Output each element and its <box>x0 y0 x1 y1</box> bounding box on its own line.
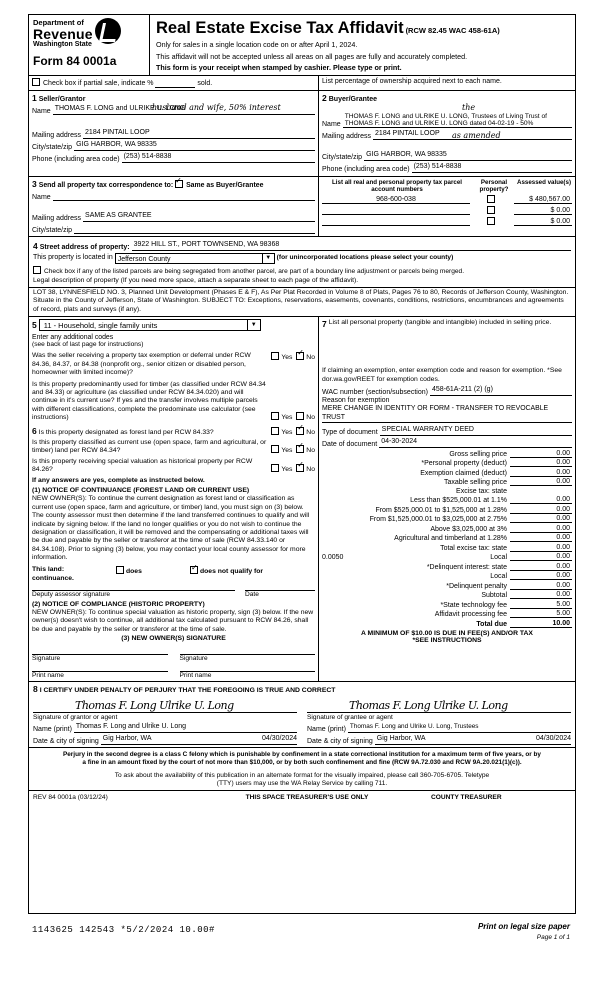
q2-no-label: No <box>306 414 315 422</box>
grantor-signature-handwriting: Thomas F. Long Ulrike U. Long <box>75 698 234 712</box>
s6q3-yes-label: Yes <box>281 466 293 474</box>
accessibility-notice <box>29 770 575 791</box>
continuance-body: NEW OWNER(S): To continue the current designation as forest land or classification as current use (open space, farm and agriculture, or timber) land, you must sign on (3) below. The county assessor must then determine if the land transferred continues to qualify and will indicate by signing below. If the land no longer qualifies or you do not wish to continue the designation or classification, it will be removed and the compensating or additional taxes will be due and payable by the seller or transferor at the time of sale (RCW 84.33.140 or 84.34.108). Prior to signing (3) below, you may contact your local county assessor for more information. <box>32 495 310 562</box>
parcel-assessed-value[interactable]: $ 0.00 <box>514 218 572 226</box>
local-value[interactable]: 0.00 <box>510 553 572 561</box>
street-address-value[interactable]: 3922 HILL ST., PORT TOWNSEND, WA 98368 <box>132 241 571 251</box>
legal-description-label: Legal description of property (If you need more space, attach a separate sheet to each page of the affidavit). <box>33 276 359 284</box>
seller-number: 1 <box>32 92 37 103</box>
chevron-down-icon[interactable]: ▼ <box>247 320 260 330</box>
parcel-header-main: List all real and personal property tax parcel account numbers <box>332 178 462 193</box>
document-type-value[interactable]: SPECIAL WARRANTY DEED <box>380 426 572 436</box>
new-owner-printname-2[interactable]: Print name <box>180 671 316 679</box>
correspondence-section <box>29 177 319 236</box>
amount-label: *Personal property (deduct) <box>421 460 507 468</box>
personal-property-checkbox[interactable] <box>487 195 495 203</box>
amount-label: *Delinquent interest: state <box>426 563 507 571</box>
seller-name-handwriting: husband and wife, 50% interest <box>152 102 281 112</box>
amount-row <box>322 515 572 523</box>
title-rcw-ref: (RCW 82.45 WAC 458-61A) <box>405 26 500 35</box>
parcel-table <box>319 177 575 236</box>
perjury-line2: a fine in an amount fixed by the court of not more than $10,000, or by both such confinement and fine (RCW 9A.72.030 and RCW 9A.20.021(1)(c)). <box>82 758 522 766</box>
s6q2-yes-label: Yes <box>281 447 293 455</box>
grantor-signature-block <box>33 695 297 745</box>
amount-row <box>322 601 572 609</box>
deputy-assessor-signature-label[interactable]: Deputy assessor signature <box>32 590 235 598</box>
grantee-name-label: Name (print) <box>307 725 346 733</box>
treasurer-stamp: 1143625 142543 *5/2/2024 10.00# <box>32 925 215 935</box>
section8-number: 8 <box>33 683 38 694</box>
amount-value[interactable]: 5.00 <box>510 601 572 609</box>
new-owner-signature-title: (3) NEW OWNER(S) SIGNATURE <box>121 635 226 643</box>
print-note: Print on legal size paper <box>477 922 570 931</box>
chevron-down-icon[interactable]: ▼ <box>262 254 274 263</box>
parcel-header-assessed: Assessed value(s) <box>517 178 571 186</box>
parcel-number[interactable] <box>322 225 470 226</box>
grantor-name-label: Name (print) <box>33 725 72 733</box>
correspondence-name-value[interactable] <box>53 191 315 201</box>
document-date-label: Date of document <box>322 441 378 449</box>
seller-name-value[interactable]: THOMAS F. LONG and ULRIKE U. LONG <box>53 105 315 115</box>
compliance-title: (2) NOTICE OF COMPLIANCE (HISTORIC PROPERTY) <box>32 600 205 608</box>
county-select[interactable] <box>115 253 275 264</box>
amount-row <box>322 534 572 542</box>
q1-no-label: No <box>306 354 315 362</box>
buyer-number: 2 <box>322 92 327 103</box>
parcel-personal-cell <box>470 217 514 226</box>
perjury-notice <box>29 747 575 770</box>
exemption-question-answers <box>271 348 315 377</box>
s6q1-yes-label: Yes <box>281 428 293 436</box>
grantee-date-city[interactable]: Gig Harbor, WA <box>375 735 473 745</box>
does-qualify-checkbox[interactable] <box>116 566 124 574</box>
amount-row <box>322 525 572 533</box>
grantee-name-value[interactable]: Thomas F. Long and Ulrike U. Long, Trustees <box>348 723 571 733</box>
s6q3-no-checkbox[interactable]: ✓ <box>296 464 304 472</box>
amount-label: Local <box>490 573 507 581</box>
header-sub2: This affidavit will not be accepted unless all areas on all pages are fully and accurately completed. <box>156 51 468 61</box>
amount-value[interactable]: 0.00 <box>510 496 572 504</box>
parcel-assessed-value[interactable]: $ 480,567.00 <box>514 196 572 204</box>
q2-yes-label: Yes <box>281 414 293 422</box>
form-footer <box>29 790 575 804</box>
local-rate-value: 0.0050 <box>322 554 344 562</box>
located-in-label: This property is located in <box>33 253 113 261</box>
grantor-name-value[interactable]: Thomas F. Long and Ulrike U. Long <box>74 723 297 733</box>
parcel-personal-cell <box>470 206 514 215</box>
parcel-number[interactable] <box>322 214 470 215</box>
section7-block <box>319 317 575 680</box>
q1-yes-label: Yes <box>281 354 293 362</box>
land-use-code-value: 11 - Household, single family units <box>43 321 158 331</box>
amount-label: Less than $525,000.01 at 1.1% <box>410 497 507 505</box>
amount-value[interactable]: 0.00 <box>510 469 572 477</box>
s6q1-no-checkbox[interactable]: ✓ <box>296 427 304 435</box>
s6q3-no-label: No <box>306 466 315 474</box>
minimum-due-note: A MINIMUM OF $10.00 IS DUE IN FEE(S) AND/OR TAX <box>361 629 533 637</box>
department-line2: Revenue <box>33 26 93 42</box>
amount-row <box>322 544 572 552</box>
grantee-signature-handwriting: Thomas F. Long Ulrike U. Long <box>349 698 508 712</box>
buyer-name-handwriting-the: the <box>462 102 476 112</box>
amount-row <box>322 469 572 477</box>
amount-value[interactable]: 0.00 <box>510 544 572 552</box>
partial-sale-sold: sold. <box>197 79 213 87</box>
parcel-personal-cell <box>470 195 514 204</box>
forest-land-answers <box>271 422 315 437</box>
q2-no-checkbox[interactable] <box>296 412 304 420</box>
treasurer-space-label: THIS SPACE TREASURER'S USE ONLY <box>245 794 369 802</box>
historic-answers <box>271 460 315 474</box>
historic-question: Is this property receiving special valuation as historical property per RCW 84.26? <box>32 457 253 474</box>
current-use-answers <box>271 441 315 455</box>
certification-section <box>29 681 575 747</box>
form-number: Form 84 0001a <box>33 54 117 68</box>
land-use-code-select[interactable] <box>39 319 261 331</box>
buyer-title: Buyer/Grantee <box>328 95 377 103</box>
does-not-label: does not qualify for <box>200 567 264 575</box>
exemption-intro: If claiming an exemption, enter exemption code and reason for exemption. *See dor.wa.gov/REET for exemption codes. <box>322 367 562 383</box>
amount-value[interactable]: 5.00 <box>510 610 572 618</box>
legal-description-text[interactable]: LOT 38, LYNNESFIELD NO. 3, Planned Unit Development (Phases E & F), As Per Plat Recorded in Volume 8 of Plats, Pages 76 to 80, Records of Jefferson County, Washington. Situate in the County of Jefferson, State of Washington. SUBJECT TO: Exceptions, reservations, easements, covenants, conditions, restrictions, encumbrances and agreements of record, plats and surveys (if any). <box>33 288 569 313</box>
parcel-number[interactable]: 968-600-038 <box>322 196 470 204</box>
correspondence-row <box>29 177 575 237</box>
amount-label: *State technology fee <box>440 601 507 609</box>
table-row <box>322 217 572 226</box>
grantor-date-value[interactable]: 04/30/2024 <box>199 735 297 745</box>
q2-yes-checkbox[interactable] <box>271 412 279 420</box>
seller-section <box>29 91 319 176</box>
accessibility-line1: To ask about the availability of this publication in an alternate format for the visually impaired, please call 360-705-6705. Teletype <box>114 771 490 779</box>
reason-for-exemption-label: Reason for exemption <box>322 397 390 405</box>
correspondence-name-label: Name <box>32 193 51 201</box>
parcel-header-personal: Personal property? <box>479 178 509 193</box>
timber-question-answers <box>271 412 315 422</box>
amount-row <box>322 572 572 580</box>
buyer-phone-value[interactable]: (253) 514-8838 <box>412 163 572 173</box>
partial-sale-label: Check box if partial sale, indicate % <box>43 79 154 87</box>
does-label: does <box>126 567 142 575</box>
amount-value[interactable]: 0.00 <box>510 459 572 467</box>
grantee-signature-label: Signature of grantee or agent <box>307 713 393 721</box>
amount-row <box>322 582 572 590</box>
correspondence-title: Send all property tax correspondence to: <box>38 181 174 189</box>
total-due-value[interactable]: 10.00 <box>510 620 572 628</box>
document-type-label: Type of document <box>322 429 378 437</box>
buyer-mailing-label: Mailing address <box>322 132 372 140</box>
amount-label: Total excise tax: state <box>440 544 507 552</box>
personal-property-intro: List all personal property (tangible and intangible) included in selling price. <box>328 319 552 327</box>
page-number: Page 1 of 1 <box>536 934 570 941</box>
new-owner-signature-2[interactable]: Signature <box>180 654 316 662</box>
amount-value[interactable]: 0.00 <box>510 506 572 514</box>
s6q2-yes-checkbox[interactable] <box>271 445 279 453</box>
amount-row <box>322 450 572 458</box>
wac-number-value[interactable]: 458-61A-211 (2) (g) <box>430 386 572 396</box>
grantee-date-value[interactable]: 04/30/2024 <box>473 735 571 745</box>
buyer-name-value[interactable]: THOMAS F. LONG and ULRIKE U. LONG, Trustees of Living Trust of THOMAS F. LONG and ULRIKE U. LONG dated 04-02-19 - 50% <box>343 113 572 128</box>
seller-citystate-label: City/state/zip <box>32 143 73 151</box>
segregated-label: Check box if any of the listed parcels are being segregated from another parcel, are part of a boundary line adjustment or parcels being merged. <box>44 267 465 275</box>
does-not-qualify-checkbox[interactable]: ✓ <box>191 562 198 572</box>
seller-phone-label: Phone (including area code) <box>32 155 120 163</box>
amount-row <box>322 478 572 486</box>
amount-value[interactable]: 0.00 <box>510 450 572 458</box>
continuance-word: continuance. <box>32 574 74 582</box>
amount-row <box>322 496 572 504</box>
compliance-body: NEW OWNER(S): To continue special valuation as historic property, sign (3) below. If the new owner(s) doesn't wish to continue, all additional tax calculated pursuant to RCW 84.26, shall be due and payable by the seller or transferor at the time of sale. <box>32 609 314 633</box>
table-row <box>322 195 572 204</box>
local-rate-row <box>322 553 572 561</box>
s6q3-yes-checkbox[interactable] <box>271 464 279 472</box>
revenue-logo-icon <box>95 18 121 44</box>
correspondence-mailing-label: Mailing address <box>32 214 82 222</box>
s6q2-no-label: No <box>306 447 315 455</box>
county-select-value: Jefferson County <box>117 255 171 263</box>
amount-value[interactable]: 0.00 <box>510 525 572 533</box>
grantee-signature-line[interactable] <box>307 695 571 713</box>
ownership-pct-note: List percentage of ownership acquired next to each name. <box>322 77 502 85</box>
accessibility-line2: (TTY) users may use the WA Relay Service by calling 711. <box>216 780 388 788</box>
personal-property-checkbox[interactable] <box>487 206 495 214</box>
use-code-and-tax-row <box>29 316 575 680</box>
amount-label: Exemption claimed (deduct) <box>420 469 507 477</box>
new-owner-printname-1[interactable]: Print name <box>32 671 168 679</box>
partial-sale-right <box>319 76 575 90</box>
table-row <box>322 206 572 215</box>
additional-codes-note: (see back of last page for instructions) <box>32 341 144 349</box>
buyer-phone-label: Phone (including area code) <box>322 165 410 173</box>
amount-label: Above $3,025,000 at 3% <box>430 525 507 533</box>
amount-label: Agricultural and timberland at 1.28% <box>394 535 507 543</box>
current-use-question: Is this property classified as current use (open space, farm and agricultural, or timber) land per RCW 84.34? <box>32 438 267 455</box>
property-section <box>29 237 575 288</box>
amount-label: Subtotal <box>481 592 507 600</box>
partial-sale-checkbox[interactable] <box>32 78 40 86</box>
header-sub3: This form is your receipt when stamped by cashier. Please type or print. <box>156 63 402 72</box>
new-owner-signature-1[interactable]: Signature <box>32 654 168 662</box>
amount-value[interactable]: 0.00 <box>510 515 572 523</box>
parcel-assessed-value[interactable]: $ 0.00 <box>514 207 572 215</box>
seller-citystate-value[interactable]: GIG HARBOR, WA 98335 <box>74 141 315 151</box>
total-due-label: Total due <box>476 620 507 628</box>
amount-value[interactable]: 0.00 <box>510 582 572 590</box>
forest-land-question: Is this property designated as forest land per RCW 84.33? <box>38 428 214 436</box>
amount-row <box>322 620 572 628</box>
amount-label: From $525,000.01 to $1,525,000 at 1.28% <box>375 506 507 514</box>
personal-property-checkbox[interactable] <box>487 217 495 225</box>
buyer-name-label: Name <box>322 120 341 128</box>
additional-codes-label: Enter any additional codes <box>32 334 114 342</box>
section5-number: 5 <box>32 320 37 331</box>
s6q1-no-label: No <box>306 428 315 436</box>
grantor-signature-label: Signature of grantor or agent <box>33 713 118 721</box>
buyer-mailing-value[interactable]: 2184 PINTAIL LOOP <box>373 130 572 140</box>
seller-title: Seller/Grantor <box>38 95 86 103</box>
correspondence-citystate-value[interactable] <box>74 224 315 234</box>
reason-for-exemption-value[interactable]: MERE CHANGE IN IDENTITY OR FORM - TRANSFER TO REVOCABLE TRUST <box>322 404 572 423</box>
q1-yes-checkbox[interactable] <box>271 352 279 360</box>
amount-row <box>322 610 572 618</box>
buyer-citystate-label: City/state/zip <box>322 153 363 161</box>
department-line3: Washington State <box>33 41 92 48</box>
segregated-checkbox[interactable] <box>33 266 41 274</box>
correspondence-citystate-label: City/state/zip <box>32 226 73 234</box>
amount-label: *Delinquent penalty <box>446 582 507 590</box>
buyer-section <box>319 91 575 176</box>
same-as-buyer-checkbox[interactable] <box>175 180 183 188</box>
local-label: Local <box>490 554 507 562</box>
form-header <box>29 15 575 76</box>
grantee-date-label: Date & city of signing <box>307 737 373 745</box>
department-block <box>29 15 149 70</box>
header-sub1: Only for sales in a single location code on or after April 1, 2024. <box>156 40 358 49</box>
grantor-date-label: Date & city of signing <box>33 737 99 745</box>
section7-number: 7 <box>322 319 327 330</box>
if-any-yes-note: If any answers are yes, complete as instructed below. <box>32 476 205 484</box>
s6q1-yes-checkbox[interactable] <box>271 427 279 435</box>
s6q2-no-checkbox[interactable]: ✓ <box>296 445 304 453</box>
form-frame <box>28 14 576 914</box>
document-date-value[interactable]: 04-30-2024 <box>379 438 572 448</box>
parcel-table-header <box>322 179 572 193</box>
amount-value[interactable]: 0.00 <box>510 572 572 580</box>
amount-label: Excise tax: state <box>456 487 507 495</box>
amount-row <box>322 591 572 599</box>
amount-value[interactable]: 0.00 <box>510 534 572 542</box>
wac-number-label: WAC number (section/subsection) <box>322 389 428 397</box>
section5-block <box>29 317 319 680</box>
amount-value[interactable]: 0.00 <box>510 563 572 571</box>
correspondence-mailing-value[interactable]: SAME AS GRANTEE <box>83 212 315 222</box>
grantor-signature-line[interactable] <box>33 695 297 713</box>
grantor-date-city[interactable]: Gig Harbor, WA <box>101 735 199 745</box>
timber-question-text: Is this property predominantly used for timber (as classified under RCW 84.34 and 84.33) or agriculture (as classified under RCW 84.34.020) and will continue in it's current use? If yes and the transfer involves multiple parcels with different classifications, complete the predominate use calculator (see instructions) <box>32 380 266 422</box>
parties-row <box>29 91 575 177</box>
property-number: 4 <box>33 240 38 251</box>
amount-label: Gross selling price <box>449 450 507 458</box>
department-line1: Department of <box>33 18 84 27</box>
partial-sale-row <box>29 76 575 91</box>
title-block <box>149 15 575 75</box>
deputy-assessor-date-label[interactable]: Date <box>245 590 315 598</box>
page-title: Real Estate Excise Tax Affidavit <box>156 19 404 37</box>
perjury-line1: Perjury in the second degree is a class C felony which is punishable by confinement in a state correctional institution for a maximum term of five years, or by <box>62 750 541 758</box>
q1-no-checkbox[interactable]: ✓ <box>296 352 304 360</box>
amount-row <box>322 488 572 495</box>
see-instructions-note: *SEE INSTRUCTIONS <box>412 636 482 644</box>
exemption-question-text: Was the seller receiving a property tax exemption or deferral under RCW 84.36, 84.37, or 84.38 (nonprofit org., senior citizen or disabled person, homeowner with limited income)? <box>32 352 251 377</box>
amount-value[interactable]: 0.00 <box>510 478 572 486</box>
seller-name-label: Name <box>32 107 51 115</box>
buyer-citystate-value[interactable]: GIG HARBOR, WA 98335 <box>364 151 572 161</box>
section6-number: 6 <box>32 425 37 436</box>
amount-label: Affidavit processing fee <box>434 611 507 619</box>
revision-number: REV 84 0001a (03/12/24) <box>33 794 108 802</box>
amount-value[interactable]: 0.00 <box>510 591 572 599</box>
grantee-signature-block <box>307 695 571 745</box>
seller-mailing-value[interactable]: 2184 PINTAIL LOOP <box>83 129 315 139</box>
seller-mailing-label: Mailing address <box>32 131 82 139</box>
continuance-title: (1) NOTICE OF CONTINUANCE (FOREST LAND OR CURRENT USE) <box>32 486 250 494</box>
amount-label: Taxable selling price <box>443 479 507 487</box>
buyer-name-handwriting-amended: as amended <box>452 130 501 140</box>
amount-row <box>322 459 572 467</box>
amount-label: From $1,525,000.01 to $3,025,000 at 2.75% <box>369 516 507 524</box>
seller-phone-value[interactable]: (253) 514-8838 <box>122 153 315 163</box>
correspondence-number: 3 <box>32 178 37 189</box>
street-address-label: Street address of property: <box>39 243 130 251</box>
county-note: (for unincorporated locations please select your county) <box>276 253 454 261</box>
certification-title: I CERTIFY UNDER PENALTY OF PERJURY THAT THE FOREGOING IS TRUE AND CORRECT <box>39 686 336 694</box>
partial-sale-left <box>29 76 319 90</box>
this-land-label: This land: <box>32 565 65 573</box>
county-treasurer-label: COUNTY TREASURER <box>431 794 502 802</box>
amount-row <box>322 563 572 571</box>
same-as-buyer-label: Same as Buyer/Grantee <box>186 181 264 189</box>
amount-row <box>322 506 572 514</box>
